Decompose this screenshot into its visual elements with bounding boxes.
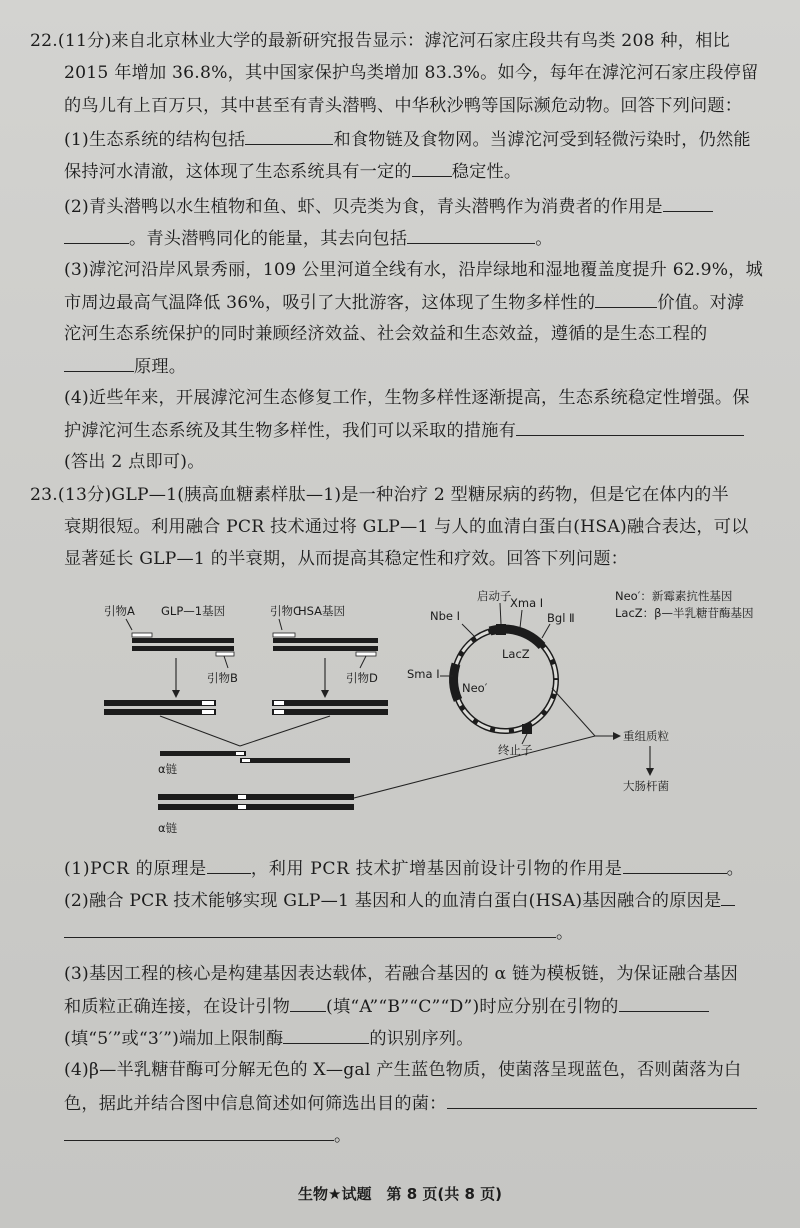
answer-blank[interactable] <box>407 227 535 244</box>
primer-a-mark <box>132 633 152 637</box>
fusion-pcr-diagram <box>90 588 780 848</box>
q22-part3-line1: (3)滹沱河沿岸风景秀丽，109 公里河道全线有水，沿岸绿地和湿地覆盖度提升 62.9%，城 <box>64 260 764 280</box>
primer-c-label: 引物C <box>270 604 302 618</box>
neo-label: Neo′ <box>462 681 488 695</box>
overlap-mark <box>274 701 284 705</box>
q23-part1-line1: (1)PCR 的原理是 ，利用 PCR 技术扩增基因前设计引物的作用是 。 <box>64 859 745 879</box>
merge-line-right <box>240 716 330 746</box>
hsa-gene-label: HSA基因 <box>298 604 346 618</box>
primer-a-label: 引物A <box>104 604 135 618</box>
q22-intro-line3: 的鸟儿有上百万只，其中甚至有青头潜鸭、中华秋沙鸭等国际濒危动物。回答下列问题： <box>64 96 743 116</box>
overlap-mark <box>202 701 214 705</box>
neo-segment <box>454 664 458 700</box>
answer-blank[interactable] <box>623 857 727 874</box>
merge-line-left <box>160 716 240 746</box>
beta-strand-hsa-part <box>240 758 350 763</box>
primer-c-pointer <box>279 619 282 630</box>
nbe-site-label: Nbe Ⅰ <box>430 609 461 623</box>
primer-d-pointer <box>360 656 366 668</box>
arrow-head <box>646 768 654 776</box>
hsa-product-strand-2 <box>272 709 388 715</box>
xma-site-label: Xma Ⅰ <box>510 596 544 610</box>
ecoli-label: 大肠杆菌 <box>623 779 669 793</box>
alpha-strand-glp-part <box>160 751 246 756</box>
q23-part4-line2: 色，据此并结合图中信息简述如何筛选出目的菌： <box>64 1092 782 1115</box>
primer-b-label: 引物B <box>207 671 238 685</box>
answer-blank[interactable] <box>207 857 251 874</box>
promoter-label: 启动子 <box>477 589 512 603</box>
overlap-mark <box>242 759 250 762</box>
terminator-block <box>522 724 532 734</box>
answer-blank[interactable] <box>64 227 129 244</box>
q23-part3-line2: 和质粒正确连接，在设计引物 (填“A”“B”“C”“D”)时应分别在引物的 <box>64 995 782 1018</box>
link-to-recombinant <box>354 736 595 798</box>
glp-gene-strand-top <box>132 638 234 643</box>
q22-intro-line1: 22.(11分)来自北京林业大学的最新研究报告显示：滹沱河石家庄段共有鸟类 208 种，相比 <box>30 31 730 51</box>
answer-blank[interactable] <box>245 128 333 145</box>
primer-a-pointer <box>126 619 132 630</box>
q22-part3-line2: 市周边最高气温降低 36%，吸引了大批游客，这体现了生物多样性的 价值。对滹 <box>64 293 745 313</box>
answer-blank[interactable] <box>721 889 735 906</box>
answer-blank[interactable] <box>64 355 134 372</box>
xma-pointer <box>520 610 522 628</box>
overlap-mark <box>238 805 246 809</box>
q23-intro-line2: 衰期很短。利用融合 PCR 技术通过将 GLP—1 与人的血清白蛋白(HSA)融合表达，可以 <box>64 517 749 537</box>
overlap-mark <box>238 795 246 799</box>
legend-lacz: LacZ：β—半乳糖苷酶基因 <box>615 606 754 620</box>
q22-part1-line2: 保持河水清澈，这体现了生态系统具有一定的 稳定性。 <box>64 162 522 182</box>
arrow-head <box>172 690 180 698</box>
alpha-label-1: α链 <box>158 762 178 776</box>
answer-blank[interactable] <box>283 1027 369 1044</box>
bgl-site-label: Bgl Ⅱ <box>547 611 575 625</box>
q23-part3-line3: (填“5′”或“3′”)端加上限制酶 的识别序列。 <box>64 1029 474 1049</box>
q23-part2-line2: 。 <box>64 921 782 944</box>
glp-gene-strand-bottom <box>132 646 234 651</box>
link-plasmid-to-recombinant <box>552 688 595 736</box>
q23-part4-line3: 。 <box>64 1124 782 1147</box>
q22-part1-line1: (1)生态系统的结构包括 和食物链及食物网。当滹沱河受到轻微污染时，仍然能 <box>64 130 751 150</box>
answer-blank[interactable] <box>516 419 744 436</box>
q22-part3-line3: 沱河生态系统保护的同时兼顾经济效益、社会效益和生态效益，遵循的是生态工程的 <box>64 324 708 344</box>
primer-b-pointer <box>224 656 228 668</box>
glp-product-strand-2 <box>104 709 216 715</box>
q23-intro-line3: 显著延长 GLP—1 的半衰期，从而提高其稳定性和疗效。回答下列问题： <box>64 549 629 569</box>
primer-d-label: 引物D <box>346 671 378 685</box>
q22-part3-line4: 原理。 <box>64 355 782 378</box>
hsa-product-strand-1 <box>272 700 388 706</box>
promoter-block <box>496 624 506 635</box>
overlap-mark <box>236 752 244 755</box>
recombinant-plasmid-label: 重组质粒 <box>623 729 669 743</box>
fused-gene-strand-1 <box>158 794 354 800</box>
answer-blank[interactable] <box>64 921 556 938</box>
q23-part3-line1: (3)基因工程的核心是构建基因表达载体，若融合基因的 α 链为模板链，为保证融合基因 <box>64 964 739 984</box>
q22-part4-line2: 护滹沱河生态系统及其生物多样性，我们可以采取的措施有 <box>64 419 782 442</box>
glp-product-strand-1 <box>104 700 216 706</box>
q22-part2-line1: (2)青头潜鸭以水生植物和鱼、虾、贝壳类为食，青头潜鸭作为消费者的作用是 <box>64 195 782 218</box>
overlap-mark <box>274 710 284 714</box>
q23-part2-line1: (2)融合 PCR 技术能够实现 GLP—1 基因和人的血清白蛋白(HSA)基因融合的原因是 <box>64 889 782 912</box>
answer-blank[interactable] <box>447 1092 757 1109</box>
alpha-label-2: α链 <box>158 821 178 835</box>
arrow-head <box>321 690 329 698</box>
answer-blank[interactable] <box>595 291 657 308</box>
terminator-label: 终止子 <box>498 743 533 757</box>
q23-part4-line1: (4)β—半乳糖苷酶可分解无色的 X—gal 产生蓝色物质，使菌落呈现蓝色，否则菌落为白 <box>64 1060 742 1080</box>
answer-blank[interactable] <box>290 995 326 1012</box>
q22-part2-line2: 。青头潜鸭同化的能量，其去向包括 。 <box>64 227 782 250</box>
q23-intro-line1: 23.(13分)GLP—1(胰高血糖素样肽—1)是一种治疗 2 型糖尿病的药物，但是它在体内的半 <box>30 485 729 505</box>
lacz-label: LacZ <box>502 647 530 661</box>
answer-blank[interactable] <box>64 1124 334 1141</box>
q22-part4-line1: (4)近些年来，开展滹沱河生态修复工作，生物多样性逐渐提高，生态系统稳定性增强。保 <box>64 388 750 408</box>
primer-b-mark <box>216 652 234 656</box>
q22-part4-line3: (答出 2 点即可)。 <box>64 452 205 472</box>
answer-blank[interactable] <box>663 195 713 212</box>
arrow-head <box>613 732 621 740</box>
primer-d-mark <box>356 652 376 656</box>
bgl-pointer <box>542 624 550 638</box>
page-footer: 生物★试题 第 8 页(共 8 页) <box>298 1185 502 1203</box>
q22-intro-line2: 2015 年增加 36.8%，其中国家保护鸟类增加 83.3%。如今，每年在滹沱河石家庄段停留 <box>64 63 759 83</box>
sma-site-label: Sma Ⅰ <box>407 667 440 681</box>
fused-gene-strand-2 <box>158 804 354 810</box>
primer-c-mark <box>273 633 295 637</box>
hsa-gene-strand-top <box>273 638 378 643</box>
hsa-gene-strand-bottom <box>273 646 378 651</box>
answer-blank[interactable] <box>412 160 452 177</box>
nbe-pointer <box>462 624 474 636</box>
answer-blank[interactable] <box>619 995 709 1012</box>
legend-neo: Neo′：新霉素抗性基因 <box>615 589 733 603</box>
glp-gene-label: GLP—1基因 <box>161 604 226 618</box>
overlap-mark <box>202 710 214 714</box>
promoter-pointer <box>500 603 501 624</box>
